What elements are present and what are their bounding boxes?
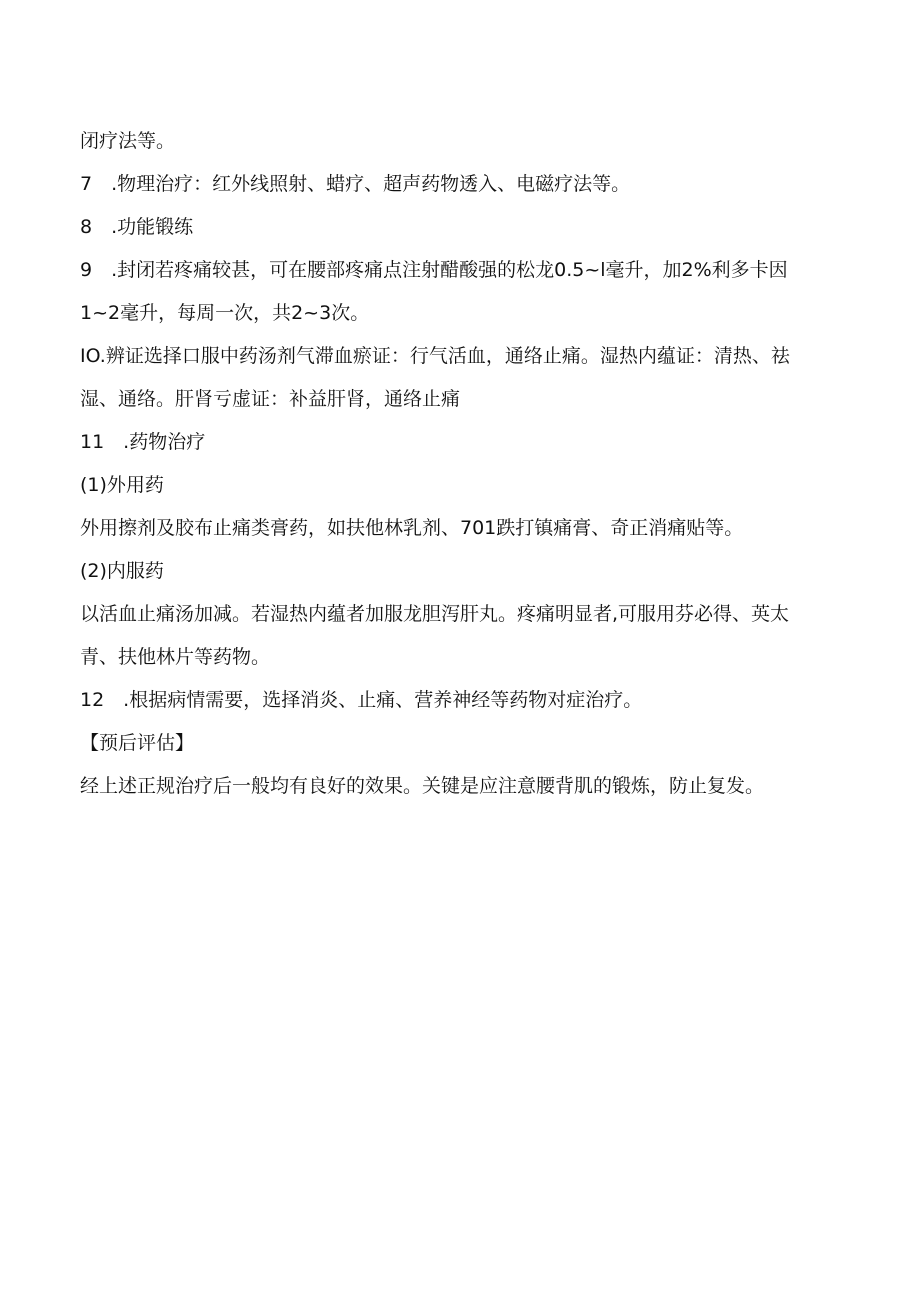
text-line: 1~2毫升，每周一次，共2~3次。 bbox=[80, 302, 370, 324]
subheading-oral-medicine: (2)内服药 bbox=[80, 560, 164, 582]
text-line: 以活血止痛汤加减。若湿热内蕴者加服龙胆泻肝丸。疼痛明显者,可服用芬必得、英太 bbox=[80, 603, 790, 625]
list-item-drug-therapy: 11 .药物治疗 bbox=[80, 431, 206, 453]
list-item-symptomatic-treatment: 12 .根据病情需要，选择消炎、止痛、营养神经等药物对症治疗。 bbox=[80, 689, 643, 711]
text-line: 青、扶他林片等药物。 bbox=[80, 646, 271, 668]
section-heading-prognosis: 【预后评估】 bbox=[80, 732, 195, 754]
text-line: 湿、通络。肝肾亏虚证：补益肝肾，通络止痛 bbox=[80, 388, 461, 410]
list-item-physical-therapy: 7 .物理治疗：红外线照射、蜡疗、超声药物透入、电磁疗法等。 bbox=[80, 173, 631, 195]
text-line: 外用擦剂及胶布止痛类膏药，如扶他林乳剂、701跌打镇痛膏、奇正消痛贴等。 bbox=[80, 517, 744, 539]
text-line: 经上述正规治疗后一般均有良好的效果。关键是应注意腰背肌的锻炼，防止复发。 bbox=[80, 775, 765, 797]
subheading-external-medicine: (1)外用药 bbox=[80, 474, 164, 496]
list-item-block-therapy: 9 .封闭若疼痛较甚，可在腰部疼痛点注射醋酸强的松龙0.5~l毫升，加2%利多卡因 bbox=[80, 259, 788, 281]
text-line: 闭疗法等。 bbox=[80, 130, 176, 152]
list-item-tcm-syndrome: IO.辨证选择口服中药汤剂气滞血瘀证：行气活血，通络止痛。湿热内蕴证：清热、祛 bbox=[80, 345, 790, 367]
list-item-functional-exercise: 8 .功能锻练 bbox=[80, 216, 194, 238]
document-body bbox=[80, 120, 840, 808]
